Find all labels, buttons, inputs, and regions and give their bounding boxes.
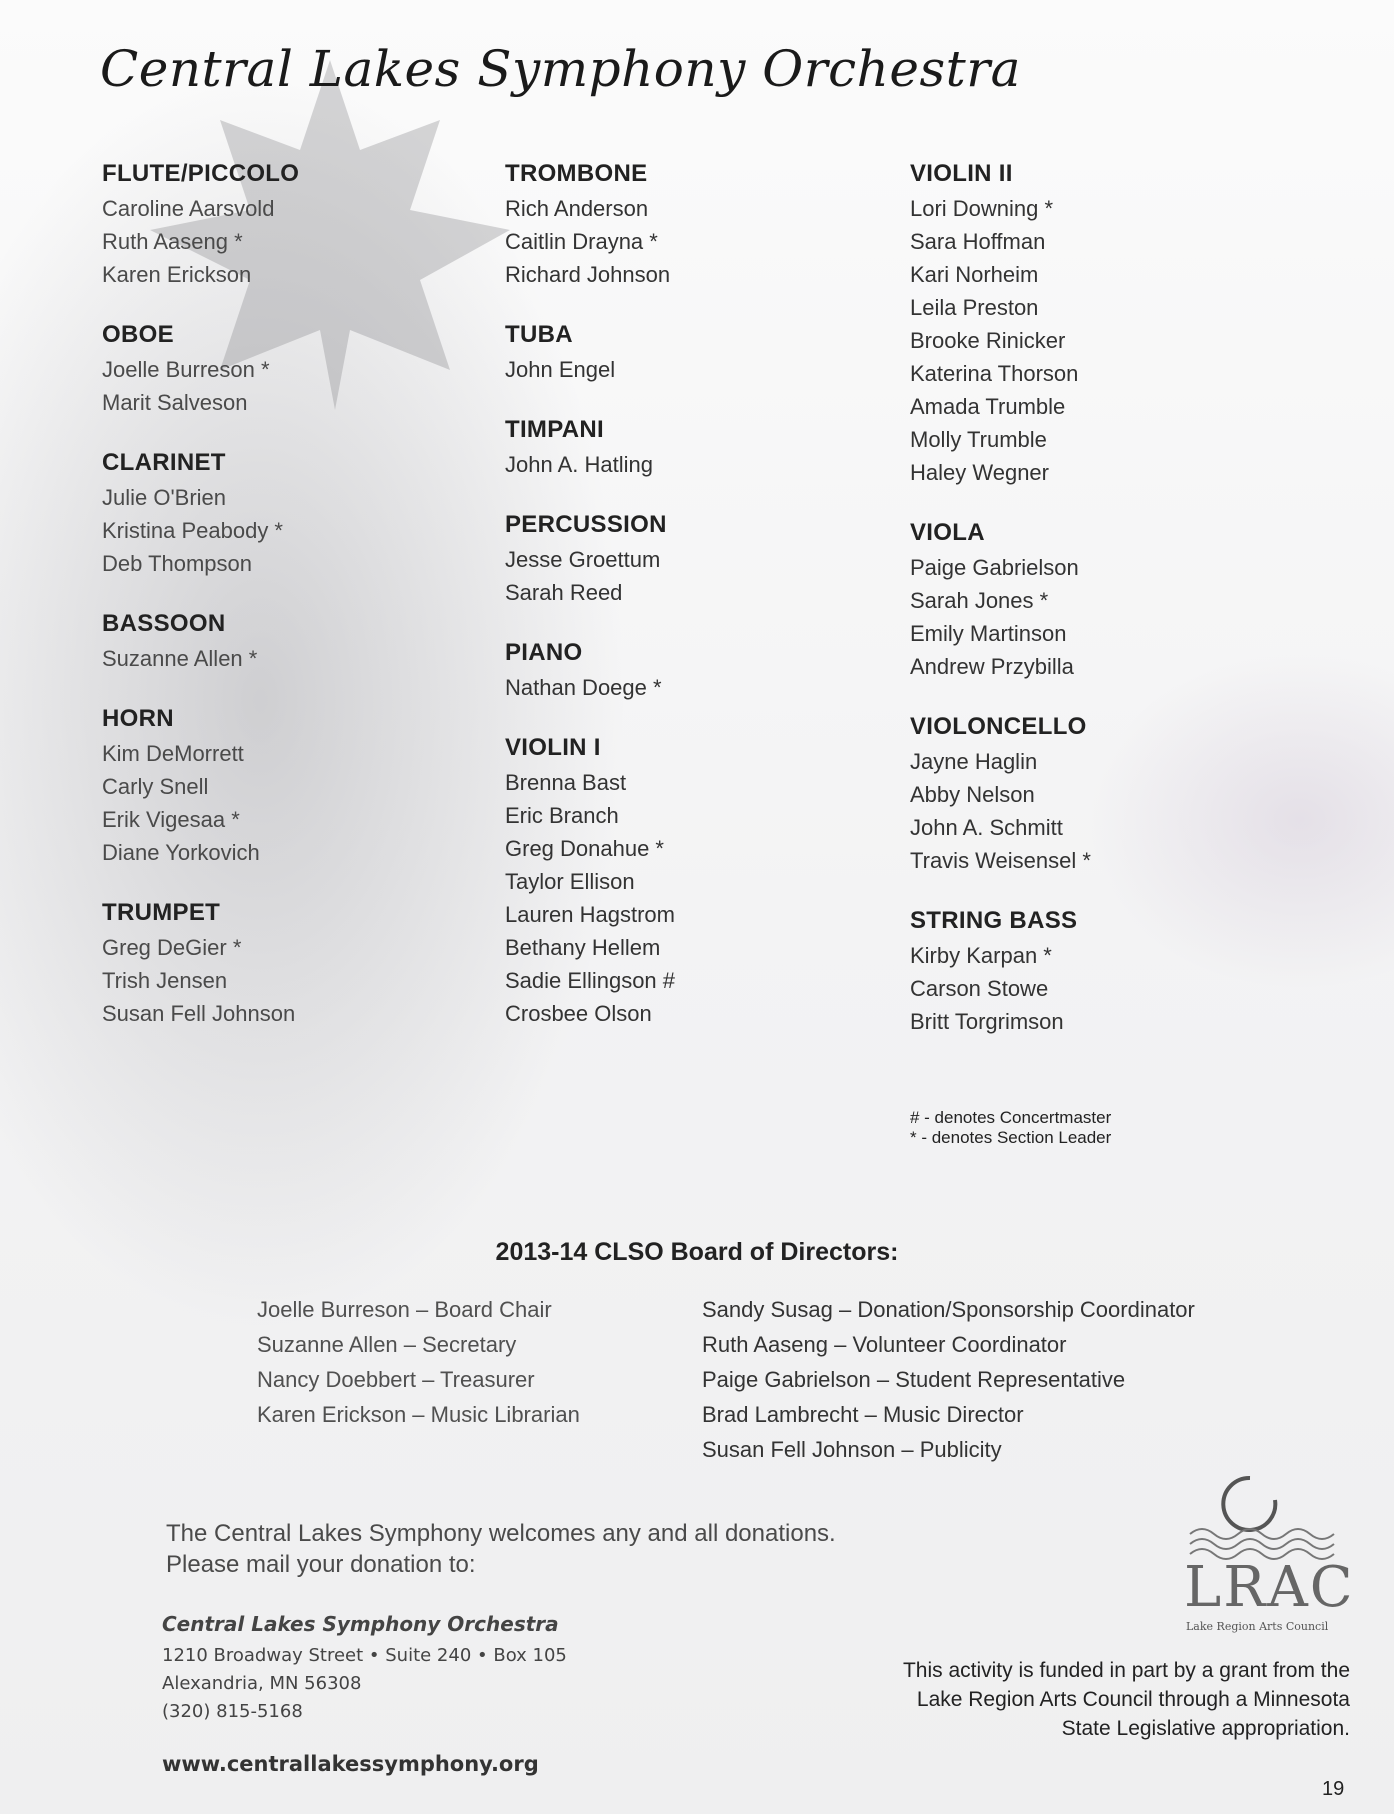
section-title: VIOLIN I [505,734,601,761]
section-title: TIMPANI [505,416,604,443]
member-name: Haley Wegner [910,460,1049,485]
section-title: PIANO [505,639,583,666]
section-string-bass [910,907,1290,1038]
funding-line: Lake Region Arts Council through a Minnesota [916,1688,1350,1711]
section-title: OBOE [102,321,174,348]
section-title: TROMBONE [505,160,648,187]
section-title: BASSOON [102,610,226,637]
section-violin-i [505,734,885,1030]
board-member: Suzanne Allen – Secretary [257,1332,517,1357]
orchestra-title: Central Lakes Symphony Orchestra [100,40,1021,98]
section-title: VIOLONCELLO [910,713,1087,740]
member-name: Marit Salveson [102,390,248,415]
member-name: Jayne Haglin [910,749,1038,774]
section-piano [505,639,885,704]
member-name: Rich Anderson [505,196,649,221]
member-name: Kari Norheim [910,262,1039,287]
member-name: Crosbee Olson [505,1001,652,1026]
section-horn [102,705,482,869]
board-list-right [702,1292,1195,1467]
member-name: Eric Branch [505,803,619,828]
member-name: Erik Vigesaa * [102,807,240,832]
section-trombone [505,160,885,291]
board-member: Karen Erickson – Music Librarian [257,1402,580,1427]
member-name: Kirby Karpan * [910,943,1052,968]
address-name: Central Lakes Symphony Orchestra [162,1612,559,1636]
legend [910,1108,1111,1148]
member-name: Bethany Hellem [505,935,661,960]
member-name: Leila Preston [910,295,1039,320]
member-name: Kristina Peabody * [102,518,283,543]
lrac-logo-subtitle: Lake Region Arts Council [1186,1620,1329,1633]
member-name: Andrew Przybilla [910,654,1074,679]
legend-section-leader: * - denotes Section Leader [910,1128,1112,1147]
board-member: Susan Fell Johnson – Publicity [702,1437,1002,1462]
address-phone: (320) 815-5168 [162,1701,303,1722]
member-name: John A. Schmitt [910,815,1063,840]
member-name: Abby Nelson [910,782,1035,807]
board-member: Ruth Aaseng – Volunteer Coordinator [702,1332,1067,1357]
member-name: John Engel [505,357,616,382]
member-name: Taylor Ellison [505,869,635,894]
section-title: TUBA [505,321,573,348]
member-name: Sarah Reed [505,580,623,605]
section-viola [910,519,1290,683]
mailing-address [162,1612,567,1726]
section-title: VIOLA [910,519,985,546]
member-name: Caitlin Drayna * [505,229,658,254]
member-name: Kim DeMorrett [102,741,244,766]
member-name: John A. Hatling [505,452,653,477]
member-name: Greg Donahue * [505,836,664,861]
roster-column-2 [505,160,885,1060]
donation-line-1: The Central Lakes Symphony welcomes any and all donations. [166,1520,836,1547]
member-name: Trish Jensen [102,968,228,993]
member-name: Ruth Aaseng * [102,229,243,254]
member-name: Sarah Jones * [910,588,1049,613]
funding-statement [780,1656,1350,1743]
legend-concertmaster: # - denotes Concertmaster [910,1108,1112,1127]
member-name: Jesse Groettum [505,547,661,572]
board-title: 2013-14 CLSO Board of Directors: [495,1238,899,1266]
member-name: Lauren Hagstrom [505,902,675,927]
funding-line: This activity is funded in part by a grant from the [902,1659,1350,1682]
roster-column-3 [910,160,1290,1068]
member-name: Brenna Bast [505,770,627,795]
funding-line: State Legislative appropriation. [1061,1717,1350,1740]
section-title: VIOLIN II [910,160,1013,187]
website-link[interactable]: www.centrallakessymphony.org [162,1752,539,1776]
section-title: TRUMPET [102,899,221,926]
member-name: Emily Martinson [910,621,1067,646]
section-violoncello [910,713,1290,877]
member-name: Lori Downing * [910,196,1054,221]
section-flute-piccolo [102,160,482,291]
page-number: 19 [1322,1778,1345,1800]
section-tuba [505,321,885,386]
board-member: Sandy Susag – Donation/Sponsorship Coordinator [702,1297,1195,1322]
member-name: Paige Gabrielson [910,555,1079,580]
section-trumpet [102,899,482,1030]
member-name: Katerina Thorson [910,361,1079,386]
section-violin-ii [910,160,1290,489]
member-name: Carly Snell [102,774,209,799]
roster-column-1 [102,160,482,1060]
member-name: Suzanne Allen * [102,646,258,671]
member-name: Molly Trumble [910,427,1047,452]
section-title: PERCUSSION [505,511,667,538]
member-name: Richard Johnson [505,262,671,287]
section-percussion [505,511,885,609]
address-street: 1210 Broadway Street • Suite 240 • Box 105 [162,1645,567,1666]
member-name: Caroline Aarsvold [102,196,275,221]
section-oboe [102,321,482,419]
donation-note [166,1518,836,1580]
member-name: Sara Hoffman [910,229,1046,254]
section-bassoon [102,610,482,675]
section-title: STRING BASS [910,907,1078,934]
member-name: Nathan Doege * [505,675,662,700]
member-name: Sadie Ellingson # [505,968,676,993]
member-name: Brooke Rinicker [910,328,1066,353]
member-name: Joelle Burreson * [102,357,270,382]
section-title: FLUTE/PICCOLO [102,160,300,187]
board-list-left [257,1292,580,1432]
board-member: Brad Lambrecht – Music Director [702,1402,1024,1427]
member-name: Greg DeGier * [102,935,242,960]
member-name: Carson Stowe [910,976,1049,1001]
member-name: Britt Torgrimson [910,1009,1064,1034]
member-name: Deb Thompson [102,551,253,576]
member-name: Julie O'Brien [102,485,227,510]
section-title: CLARINET [102,449,226,476]
member-name: Amada Trumble [910,394,1066,419]
address-city: Alexandria, MN 56308 [162,1673,362,1694]
board-member: Paige Gabrielson – Student Representative [702,1367,1126,1392]
lrac-logo-text: LRAC [1184,1555,1355,1620]
member-name: Diane Yorkovich [102,840,260,865]
board-member: Nancy Doebbert – Treasurer [257,1367,535,1392]
member-name: Karen Erickson [102,262,252,287]
member-name: Travis Weisensel * [910,848,1091,873]
section-title: HORN [102,705,174,732]
section-clarinet [102,449,482,580]
board-member: Joelle Burreson – Board Chair [257,1297,552,1322]
donation-line-2: Please mail your donation to: [166,1551,476,1578]
member-name: Susan Fell Johnson [102,1001,296,1026]
section-timpani [505,416,885,481]
